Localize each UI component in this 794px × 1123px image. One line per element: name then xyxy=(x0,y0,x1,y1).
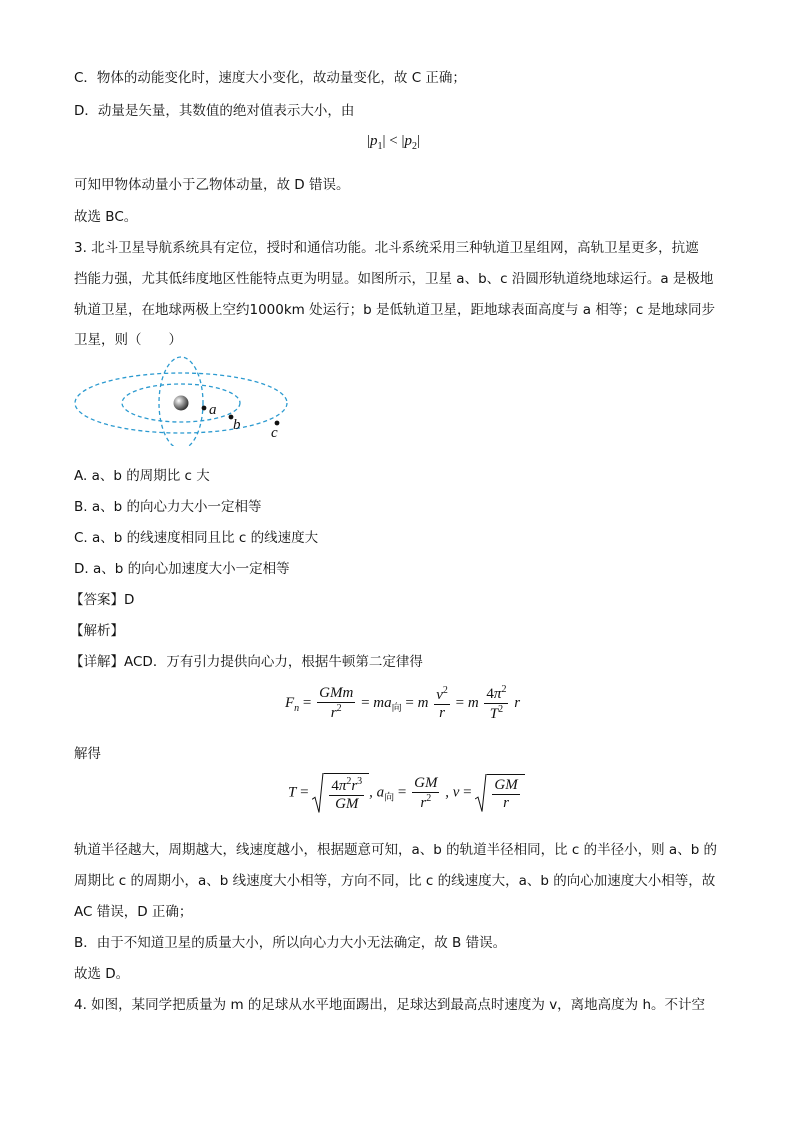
detail-line: 【详解】ACD．万有引力提供向心力，根据牛顿第二定律得 xyxy=(70,654,423,670)
inequality: $|p_1| < |p_2|$ xyxy=(367,133,420,152)
question-3-line-1: 3. 北斗卫星导航系统具有定位，授时和通信功能。北斗系统采用三种轨道卫星组网，高轨卫星更多，抗遮 xyxy=(74,240,699,256)
explanation-line-2: 周期比 c 的周期小，a、b 线速度大小相等，方向不同，比 c 的线速度大，a、b 的向心加速度大小相等，故 xyxy=(74,873,716,889)
answer-tag: 【答案】D xyxy=(70,592,135,608)
text-line-c: C．物体的动能变化时，速度大小变化，故动量变化，故 C 正确； xyxy=(74,70,466,86)
explanation-b: B．由于不知道卫星的质量大小，所以向心力大小无法确定，故 B 错误。 xyxy=(74,935,507,951)
label-b: b xyxy=(233,417,241,433)
text-line-d: D．动量是矢量，其数值的绝对值表示大小，由 xyxy=(74,103,355,119)
analysis-tag: 【解析】 xyxy=(70,623,124,639)
option-c: C. a、b 的线速度相同且比 c 的线速度大 xyxy=(74,530,319,546)
explanation-line-1: 轨道半径越大，周期越大，线速度越小，根据题意可知，a、b 的轨道半径相同，比 c 的半径小，则 a、b 的 xyxy=(74,842,718,858)
orbit-figure xyxy=(72,356,302,446)
option-b: B. a、b 的向心力大小一定相等 xyxy=(74,499,262,515)
text-line-choice: 故选 BC。 xyxy=(74,209,138,225)
label-c: c xyxy=(271,425,278,441)
text-line-conclusion: 可知甲物体动量小于乙物体动量，故 D 错误。 xyxy=(74,177,350,193)
option-a: A. a、b 的周期比 c 大 xyxy=(74,468,210,484)
option-d: D. a、b 的向心加速度大小一定相等 xyxy=(74,561,290,577)
question-3-line-3: 轨道卫星，在地球两极上空约1000km 处运行；b 是低轨道卫星，距地球表面高度与 a 相等；c 是地球同步 xyxy=(74,302,716,318)
satellite-a xyxy=(202,406,207,411)
label-a: a xyxy=(209,402,217,418)
earth xyxy=(174,396,189,411)
explanation-line-3: AC 错误，D 正确； xyxy=(74,904,193,920)
question-3-line-4: 卫星，则（ ） xyxy=(74,332,182,348)
question-3-line-2: 挡能力强，尤其低纬度地区性能特点更为明显。如图所示，卫星 a、b、c 沿圆形轨道绕地球运行。a 是极地 xyxy=(74,271,714,287)
final-choice: 故选 D。 xyxy=(74,966,130,982)
solve-line: 解得 xyxy=(74,746,101,762)
equation-solution: T = $\frac{4\pi^2r^3}{GM}$ , $a_向$ = $\frac{GM}{r^2}$ , v = $\frac{GM}{r}$ xyxy=(288,773,525,814)
question-4-line-1: 4. 如图，某同学把质量为 m 的足球从水平地面踢出，足球达到最高点时速度为 v，离地高度为 h。不计空 xyxy=(74,997,706,1013)
equation-force: $F_n$ = $\frac{\text{GMm}}{r^2}$ = $ma_向 = m$ $\frac{v^2}{r}$ = m $\frac{4\pi^2}{T^2}$ r xyxy=(285,684,521,723)
